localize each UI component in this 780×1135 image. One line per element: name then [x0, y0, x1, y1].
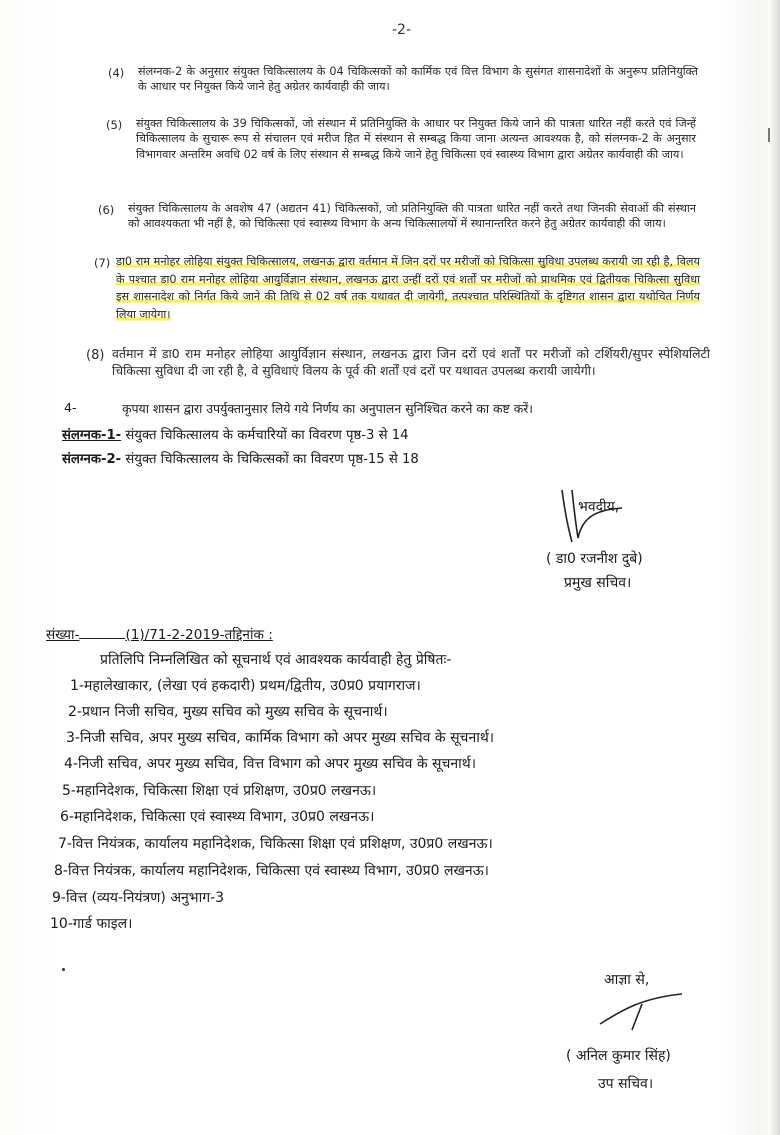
- copy-intro: प्रतिलिपि निम्नलिखित को सूचनार्थ एवं आवश्यक कार्यवाही हेतु प्रेषितः-: [100, 652, 452, 668]
- item-4-number: (4): [108, 66, 125, 80]
- signature-1-designation: प्रमुख सचिव।: [564, 575, 632, 591]
- attachment-1-label: संलग्नक-1-: [62, 428, 122, 443]
- item-6-text: संयुक्त चिकित्सालय के अवशेष 47 (अद्यतन 41) चिकित्सकों, जो प्रतिनियुक्ति की पात्रता धारित नहीं करते तथा जिनकी सेवाओं की संस्थान को आवश्यकता भी नहीं है, को चिकित्सा एवं स्वास्थ्य विभाग के अन्य चिकित्सालयों में स्थानान्तरित करने हेतु अग्रेतर कार्यवाही की जाय।: [128, 202, 696, 231]
- attachment-2: [62, 449, 419, 467]
- page-edge-shadow: [768, 0, 780, 1135]
- signature-1-name: ( डा0 रजनीश दुबे): [546, 551, 643, 567]
- attachment-2-label: संलग्नक-2-: [62, 452, 122, 467]
- attachment-1-text: संयुक्त चिकित्सालय के कर्मचारियों का विवरण पृष्ठ-3 से 14: [121, 428, 409, 443]
- copy-item-9: 9-वित्त (व्यय-नियंत्रण) अनुभाग-3: [52, 890, 225, 906]
- reference-label: संख्या-: [46, 627, 80, 643]
- item-5-number: (5): [106, 118, 123, 132]
- para-4-text: कृपया शासन द्वारा उपर्युक्तानुसार लिये गये निर्णय का अनुपालन सुनिश्चित करने का कष्ट करें।: [122, 401, 533, 416]
- item-5-text: संयुक्त चिकित्सालय के 39 चिकित्सकों, जो संस्थान में प्रतिनियुक्ति के आधार पर नियुक्त किये जाने की पात्रता धारित नहीं करते एवं जिन्हें चिकित्सालय के सुचारू रूप से संचालन एवं मरीज हित में संस्थान से सम्बद्ध किया जाना अत्यन्त आवश्यक है, को संलग्नक-2 के अनुसार विभागवार अन्तरिम अवधि 02 वर्ष के लिए संस्थान से सम्बद्ध किये जाने हेतु चिकित्सा एवं स्वास्थ्य विभाग द्वारा अग्रेतर कार्यवाही की जाय।: [136, 117, 696, 161]
- item-4-text: संलग्नक-2 के अनुसार संयुक्त चिकित्सालय के 04 चिकित्सकों को कार्मिक एवं वित्त विभाग के सुसंगत शासनादेशों के अनुरूप प्रतिनियुक्ति के आधार पर नियुक्त किये जाने हेतु अग्रेतर कार्यवाही की जाय।: [138, 65, 698, 94]
- copy-item-3: 3-निजी सचिव, अपर मुख्य सचिव, कार्मिक विभाग को अपर मुख्य सचिव के सूचनार्थ।: [66, 730, 495, 746]
- signature-2-designation: उप सचिव।: [598, 1076, 654, 1092]
- page-number: -2-: [392, 22, 412, 38]
- attachment-1: [62, 425, 409, 443]
- reference-blank: [79, 638, 125, 639]
- item-7-number: (7): [94, 256, 111, 270]
- attachment-2-text: संयुक्त चिकित्सालय के चिकित्सकों का विवरण पृष्ठ-15 से 18: [121, 452, 419, 467]
- reference-value: (1)/71-2-2019-तद्दिनांक :: [125, 627, 273, 643]
- item-7-text: [116, 253, 700, 323]
- signature-2-name: ( अनिल कुमार सिंह): [566, 1048, 671, 1064]
- reference-number: [46, 624, 273, 643]
- copy-item-8: 8-वित्त नियंत्रक, कार्यालय महानिदेशक, चिकित्सा एवं स्वास्थ्य विभाग, उ0प्र0 लखनऊ।: [54, 863, 489, 879]
- copy-item-2: 2-प्रधान निजी सचिव, मुख्य सचिव को मुख्य सचिव के सूचनार्थ।: [68, 704, 388, 720]
- item-7-highlighted-text: डा0 राम मनोहर लोहिया संयुक्त चिकित्सालय, लखनऊ द्वारा वर्तमान में जिन दरों पर मरीजों को चिकित्सा सुविधा उपलब्ध करायी जा रही है, विलय के पश्चात डा0 राम मनोहर लोहिया आयुर्विज्ञान संस्थान, लखनऊ द्वारा उन्हीं दरों एवं शर्तों पर मरीजों को प्राथमिक एवं द्वितीयक चिकित्सा सुविधा इस शासनादेश को निर्गत किये जाने की तिथि से 02 वर्ष तक यथावत दी जायेगी, तत्पश्चात परिस्थितियों के दृष्टिगत शासन द्वारा यथोचित निर्णय लिया जायेगा।: [116, 255, 700, 321]
- item-8-number: (8): [86, 348, 105, 363]
- signature-1-closing: भवदीय,: [578, 499, 620, 515]
- copy-item-7: 7-वित्त नियंत्रक, कार्यालय महानिदेशक, चिकित्सा शिक्षा एवं प्रशिक्षण, उ0प्र0 लखनऊ।: [58, 836, 493, 852]
- margin-mark: [768, 128, 770, 142]
- signature-scribble-2: [592, 990, 702, 1036]
- copy-item-5: 5-महानिदेशक, चिकित्सा शिक्षा एवं प्रशिक्षण, उ0प्र0 लखनऊ।: [62, 783, 377, 799]
- copy-item-4: 4-निजी सचिव, अपर मुख्य सचिव, वित्त विभाग को अपर मुख्य सचिव के सूचनार्थ।: [64, 756, 477, 772]
- copy-item-10: 10-गार्ड फाइल।: [50, 916, 133, 932]
- stray-dot: [62, 968, 65, 971]
- signature-2-closing: आज्ञा से,: [604, 972, 650, 988]
- item-8-text: वर्तमान में डा0 राम मनोहर लोहिया आयुर्विज्ञान संस्थान, लखनऊ द्वारा जिन दरों एवं शर्तों पर मरीजों को टर्शियरी/सुपर स्पेशियलिटी चिकित्सा सुविधा दी जा रही है, वे सुविधाएं विलय के पूर्व की शर्तों एवं दरों पर यथावत उपलब्ध करायी जायेगी।: [112, 346, 710, 378]
- copy-item-6: 6-महानिदेशक, चिकित्सा एवं स्वास्थ्य विभाग, उ0प्र0 लखनऊ।: [60, 809, 375, 825]
- copy-item-1: 1-महालेखाकार, (लेखा एवं हकदारी) प्रथम/द्वितीय, उ0प्र0 प्रयागराज।: [70, 678, 421, 694]
- item-6-number: (6): [98, 203, 115, 217]
- para-4-number: 4-: [64, 400, 77, 415]
